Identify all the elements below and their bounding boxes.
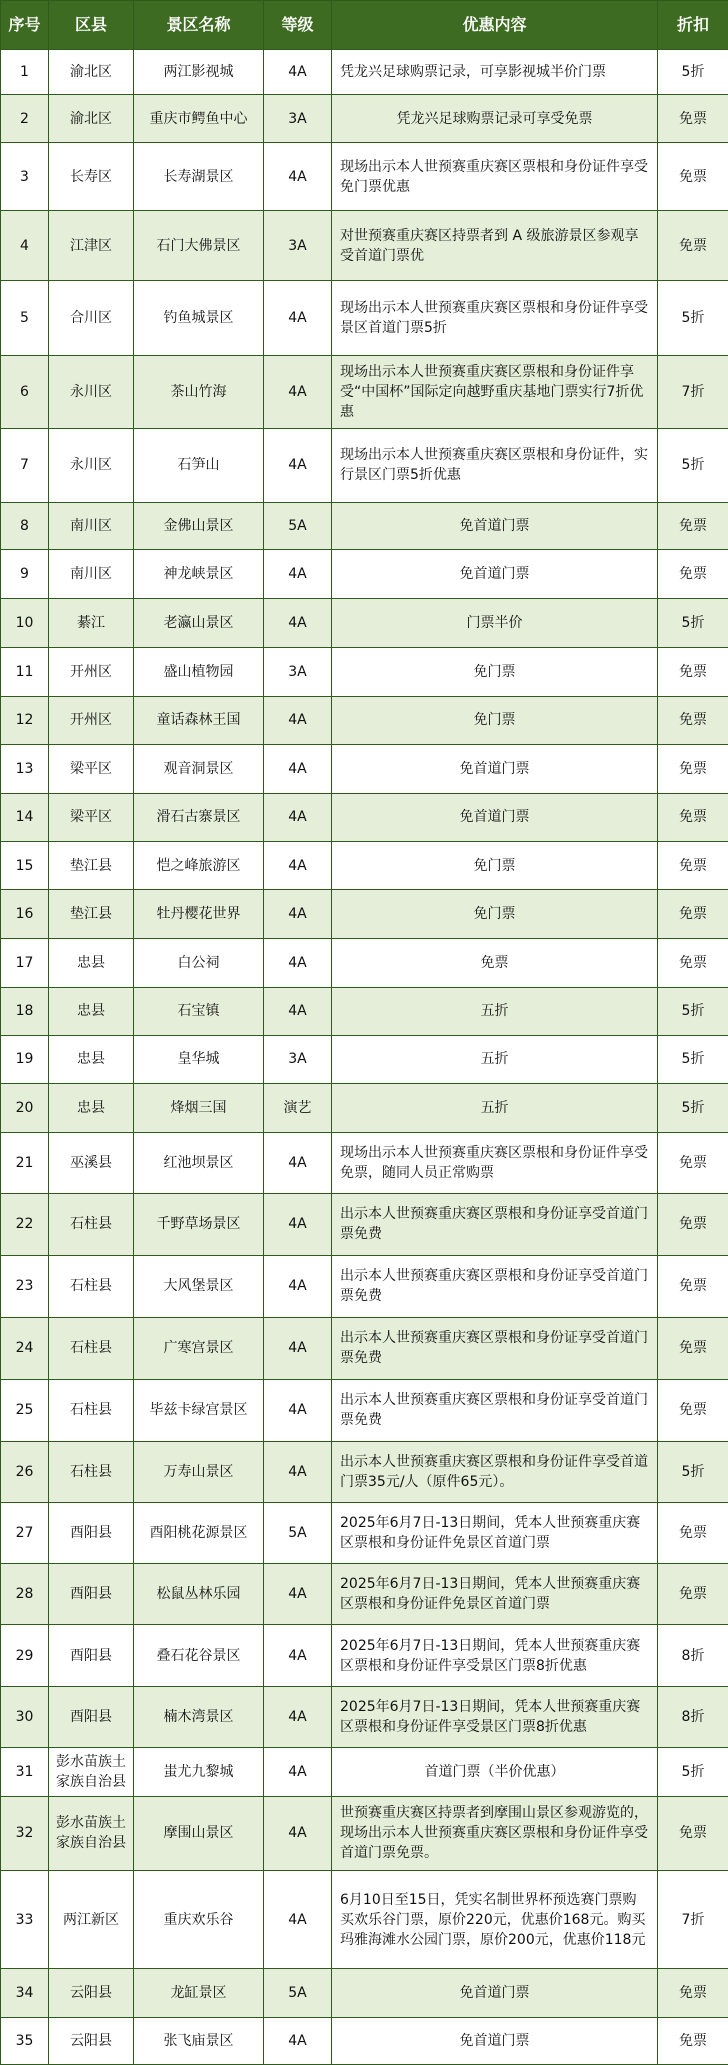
cell-scenic-spot: 红池坝景区 (134, 1132, 264, 1193)
cell-scenic-spot: 石笋山 (134, 428, 264, 502)
cell-scenic-spot: 毕兹卡绿宫景区 (134, 1379, 264, 1441)
cell-discount: 5折 (658, 281, 728, 355)
cell-discount: 5折 (658, 1748, 728, 1797)
table-row (1, 355, 728, 428)
cell-district: 永川区 (49, 355, 134, 428)
cell-offer: 五折 (332, 1035, 658, 1084)
cell-index: 2 (1, 94, 49, 143)
table-row (1, 745, 728, 794)
cell-index: 22 (1, 1193, 49, 1255)
table-row (1, 1748, 728, 1797)
cell-district: 彭水苗族土家族自治县 (49, 1796, 134, 1870)
table-row (1, 1132, 728, 1193)
cell-discount: 免票 (658, 2018, 728, 2065)
table-row (1, 939, 728, 988)
cell-level: 4A (264, 2018, 332, 2065)
cell-offer: 免票 (332, 939, 658, 988)
table-row (1, 890, 728, 939)
cell-district: 綦江 (49, 599, 134, 648)
cell-level: 4A (264, 50, 332, 95)
cell-level: 3A (264, 1035, 332, 1084)
cell-index: 19 (1, 1035, 49, 1084)
cell-discount: 免票 (658, 745, 728, 794)
table-row (1, 1193, 728, 1255)
cell-index: 24 (1, 1317, 49, 1379)
table-row (1, 502, 728, 550)
cell-discount: 免票 (658, 1379, 728, 1441)
cell-index: 30 (1, 1687, 49, 1748)
cell-offer: 凭龙兴足球购票记录可享受免票 (332, 94, 658, 143)
header-index: 序号 (1, 1, 49, 50)
cell-district: 石柱县 (49, 1255, 134, 1317)
cell-district: 渝北区 (49, 50, 134, 95)
cell-offer: 6月10日至15日，凭实名制世界杯预选赛门票购买欢乐谷门票，原价220元，优惠价168元。购买玛雅海滩水公园门票，原价200元，优惠价118元 (332, 1870, 658, 1968)
cell-index: 6 (1, 355, 49, 428)
cell-discount: 5折 (658, 428, 728, 502)
cell-offer: 五折 (332, 1084, 658, 1133)
header-offer: 优惠内容 (332, 1, 658, 50)
cell-index: 31 (1, 1748, 49, 1797)
table-row (1, 94, 728, 143)
cell-scenic-spot: 重庆欢乐谷 (134, 1870, 264, 1968)
cell-discount: 5折 (658, 1035, 728, 1084)
cell-district: 南川区 (49, 502, 134, 550)
cell-level: 4A (264, 1317, 332, 1379)
cell-scenic-spot: 龙缸景区 (134, 1969, 264, 2018)
cell-district: 长寿区 (49, 143, 134, 211)
cell-level: 4A (264, 1687, 332, 1748)
cell-level: 4A (264, 1870, 332, 1968)
cell-index: 28 (1, 1564, 49, 1625)
cell-scenic-spot: 石宝镇 (134, 987, 264, 1035)
cell-offer: 对世预赛重庆赛区持票者到 A 级旅游景区参观享受首道门票优 (332, 211, 658, 281)
cell-offer: 免首道门票 (332, 1969, 658, 2018)
cell-discount: 免票 (658, 1317, 728, 1379)
cell-level: 4A (264, 1132, 332, 1193)
cell-scenic-spot: 牡丹樱花世界 (134, 890, 264, 939)
cell-level: 4A (264, 550, 332, 599)
cell-district: 垫江县 (49, 841, 134, 890)
cell-offer: 现场出示本人世预赛重庆赛区票根和身份证件，实行景区门票5折优惠 (332, 428, 658, 502)
cell-district: 梁平区 (49, 793, 134, 841)
cell-discount: 8折 (658, 1687, 728, 1748)
cell-level: 4A (264, 1564, 332, 1625)
cell-scenic-spot: 金佛山景区 (134, 502, 264, 550)
cell-level: 4A (264, 793, 332, 841)
cell-offer: 世预赛重庆赛区持票者到摩围山景区参观游览的，现场出示本人世预赛重庆赛区票根和身份证件享受首道门票免票。 (332, 1796, 658, 1870)
cell-discount: 5折 (658, 50, 728, 95)
table-row (1, 841, 728, 890)
cell-scenic-spot: 茶山竹海 (134, 355, 264, 428)
table-row (1, 143, 728, 211)
table-row (1, 2018, 728, 2065)
cell-offer: 2025年6月7日-13日期间，凭本人世预赛重庆赛区票根和身份证件免景区首道门票 (332, 1503, 658, 1564)
cell-scenic-spot: 叠石花谷景区 (134, 1625, 264, 1687)
header-level: 等级 (264, 1, 332, 50)
cell-offer: 免首道门票 (332, 2018, 658, 2065)
cell-scenic-spot: 摩围山景区 (134, 1796, 264, 1870)
cell-level: 4A (264, 939, 332, 988)
cell-index: 18 (1, 987, 49, 1035)
cell-offer: 2025年6月7日-13日期间，凭本人世预赛重庆赛区票根和身份证件免景区首道门票 (332, 1564, 658, 1625)
cell-offer: 2025年6月7日-13日期间，凭本人世预赛重庆赛区票根和身份证件享受景区门票8折优惠 (332, 1687, 658, 1748)
cell-scenic-spot: 长寿湖景区 (134, 143, 264, 211)
cell-level: 4A (264, 1625, 332, 1687)
cell-offer: 出示本人世预赛重庆赛区票根和身份证享受首道门票免费 (332, 1317, 658, 1379)
cell-district: 石柱县 (49, 1379, 134, 1441)
cell-district: 巫溪县 (49, 1132, 134, 1193)
table-row (1, 793, 728, 841)
table-row (1, 1796, 728, 1870)
table-row (1, 1564, 728, 1625)
cell-offer: 凭龙兴足球购票记录，可享影视城半价门票 (332, 50, 658, 95)
cell-offer: 免首道门票 (332, 793, 658, 841)
cell-district: 酉阳县 (49, 1625, 134, 1687)
table-row (1, 599, 728, 648)
cell-discount: 免票 (658, 841, 728, 890)
cell-level: 4A (264, 143, 332, 211)
cell-level: 3A (264, 211, 332, 281)
table-row (1, 50, 728, 95)
cell-district: 开州区 (49, 647, 134, 696)
cell-scenic-spot: 观音洞景区 (134, 745, 264, 794)
cell-discount: 免票 (658, 696, 728, 745)
cell-discount: 免票 (658, 1193, 728, 1255)
cell-discount: 免票 (658, 550, 728, 599)
cell-district: 两江新区 (49, 1870, 134, 1968)
cell-index: 33 (1, 1870, 49, 1968)
cell-offer: 首道门票（半价优惠） (332, 1748, 658, 1797)
table-row (1, 1969, 728, 2018)
header-discount: 折扣 (658, 1, 728, 50)
cell-district: 石柱县 (49, 1193, 134, 1255)
cell-offer: 免门票 (332, 696, 658, 745)
cell-scenic-spot: 重庆市鳄鱼中心 (134, 94, 264, 143)
cell-level: 5A (264, 1969, 332, 2018)
cell-offer: 出示本人世预赛重庆赛区票根和身份证件享受首道门票35元/人（原件65元）。 (332, 1441, 658, 1503)
cell-index: 4 (1, 211, 49, 281)
cell-discount: 5折 (658, 1441, 728, 1503)
cell-index: 1 (1, 50, 49, 95)
cell-level: 3A (264, 647, 332, 696)
table-row (1, 550, 728, 599)
cell-offer: 五折 (332, 987, 658, 1035)
cell-offer: 现场出示本人世预赛重庆赛区票根和身份证件享受“中国杯”国际定向越野重庆基地门票实行7折优惠 (332, 355, 658, 428)
table-row (1, 428, 728, 502)
header-district: 区县 (49, 1, 134, 50)
cell-district: 云阳县 (49, 1969, 134, 2018)
cell-scenic-spot: 千野草场景区 (134, 1193, 264, 1255)
cell-discount: 免票 (658, 939, 728, 988)
cell-level: 4A (264, 1748, 332, 1797)
cell-offer: 免门票 (332, 647, 658, 696)
cell-discount: 5折 (658, 1084, 728, 1133)
cell-scenic-spot: 万寿山景区 (134, 1441, 264, 1503)
cell-scenic-spot: 广寒宫景区 (134, 1317, 264, 1379)
cell-district: 永川区 (49, 428, 134, 502)
cell-index: 23 (1, 1255, 49, 1317)
cell-index: 26 (1, 1441, 49, 1503)
cell-offer: 出示本人世预赛重庆赛区票根和身份证享受首道门票免费 (332, 1193, 658, 1255)
cell-offer: 门票半价 (332, 599, 658, 648)
cell-level: 4A (264, 841, 332, 890)
table-row (1, 1687, 728, 1748)
cell-offer: 免首道门票 (332, 502, 658, 550)
cell-level: 4A (264, 281, 332, 355)
cell-scenic-spot: 滑石古寨景区 (134, 793, 264, 841)
cell-scenic-spot: 白公祠 (134, 939, 264, 988)
cell-district: 酉阳县 (49, 1687, 134, 1748)
cell-index: 34 (1, 1969, 49, 2018)
cell-discount: 5折 (658, 599, 728, 648)
cell-district: 南川区 (49, 550, 134, 599)
cell-index: 35 (1, 2018, 49, 2065)
cell-index: 7 (1, 428, 49, 502)
table-row (1, 987, 728, 1035)
cell-level: 4A (264, 1193, 332, 1255)
cell-offer: 出示本人世预赛重庆赛区票根和身份证享受首道门票免费 (332, 1255, 658, 1317)
table-row (1, 281, 728, 355)
cell-offer: 免首道门票 (332, 550, 658, 599)
cell-level: 4A (264, 355, 332, 428)
cell-index: 16 (1, 890, 49, 939)
cell-index: 21 (1, 1132, 49, 1193)
cell-index: 14 (1, 793, 49, 841)
cell-index: 27 (1, 1503, 49, 1564)
cell-level: 4A (264, 987, 332, 1035)
cell-district: 开州区 (49, 696, 134, 745)
cell-level: 3A (264, 94, 332, 143)
cell-scenic-spot: 盛山植物园 (134, 647, 264, 696)
cell-district: 垫江县 (49, 890, 134, 939)
cell-discount: 免票 (658, 1132, 728, 1193)
cell-district: 合川区 (49, 281, 134, 355)
table-row (1, 1084, 728, 1133)
cell-offer: 2025年6月7日-13日期间，凭本人世预赛重庆赛区票根和身份证件享受景区门票8折优惠 (332, 1625, 658, 1687)
cell-district: 忠县 (49, 939, 134, 988)
cell-discount: 7折 (658, 355, 728, 428)
cell-district: 江津区 (49, 211, 134, 281)
table-row (1, 1035, 728, 1084)
header-scenic-spot: 景区名称 (134, 1, 264, 50)
cell-discount: 免票 (658, 1796, 728, 1870)
cell-index: 5 (1, 281, 49, 355)
cell-offer: 现场出示本人世预赛重庆赛区票根和身份证件享受景区首道门票5折 (332, 281, 658, 355)
cell-district: 石柱县 (49, 1317, 134, 1379)
cell-level: 4A (264, 428, 332, 502)
cell-district: 云阳县 (49, 2018, 134, 2065)
cell-scenic-spot: 楠木湾景区 (134, 1687, 264, 1748)
cell-scenic-spot: 皇华城 (134, 1035, 264, 1084)
cell-level: 4A (264, 696, 332, 745)
cell-level: 4A (264, 890, 332, 939)
cell-index: 25 (1, 1379, 49, 1441)
cell-offer: 免门票 (332, 890, 658, 939)
cell-district: 渝北区 (49, 94, 134, 143)
cell-offer: 免门票 (332, 841, 658, 890)
cell-offer: 现场出示本人世预赛重庆赛区票根和身份证件享受免票，随同人员正常购票 (332, 1132, 658, 1193)
cell-scenic-spot: 烽烟三国 (134, 1084, 264, 1133)
cell-scenic-spot: 大风堡景区 (134, 1255, 264, 1317)
cell-index: 9 (1, 550, 49, 599)
cell-index: 15 (1, 841, 49, 890)
cell-discount: 免票 (658, 1255, 728, 1317)
cell-index: 32 (1, 1796, 49, 1870)
table-header-row (1, 1, 728, 50)
cell-index: 3 (1, 143, 49, 211)
cell-offer: 出示本人世预赛重庆赛区票根和身份证享受首道门票免费 (332, 1379, 658, 1441)
cell-level: 4A (264, 1379, 332, 1441)
table-row (1, 1317, 728, 1379)
cell-district: 酉阳县 (49, 1503, 134, 1564)
cell-offer: 免首道门票 (332, 745, 658, 794)
cell-scenic-spot: 张飞庙景区 (134, 2018, 264, 2065)
cell-district: 忠县 (49, 1035, 134, 1084)
table-row (1, 1625, 728, 1687)
cell-level: 5A (264, 502, 332, 550)
cell-level: 演艺 (264, 1084, 332, 1133)
table-row (1, 696, 728, 745)
cell-discount: 7折 (658, 1870, 728, 1968)
cell-discount: 8折 (658, 1625, 728, 1687)
table-row (1, 647, 728, 696)
cell-scenic-spot: 钓鱼城景区 (134, 281, 264, 355)
cell-scenic-spot: 石门大佛景区 (134, 211, 264, 281)
cell-index: 17 (1, 939, 49, 988)
cell-discount: 免票 (658, 502, 728, 550)
cell-level: 4A (264, 1255, 332, 1317)
cell-index: 12 (1, 696, 49, 745)
cell-scenic-spot: 老瀛山景区 (134, 599, 264, 648)
cell-discount: 免票 (658, 890, 728, 939)
cell-level: 4A (264, 1796, 332, 1870)
cell-district: 忠县 (49, 987, 134, 1035)
table-row (1, 1379, 728, 1441)
cell-index: 13 (1, 745, 49, 794)
cell-district: 彭水苗族土家族自治县 (49, 1748, 134, 1797)
cell-scenic-spot: 两江影视城 (134, 50, 264, 95)
cell-discount: 免票 (658, 143, 728, 211)
cell-scenic-spot: 神龙峡景区 (134, 550, 264, 599)
cell-scenic-spot: 酉阳桃花源景区 (134, 1503, 264, 1564)
cell-discount: 免票 (658, 1503, 728, 1564)
cell-index: 10 (1, 599, 49, 648)
cell-level: 5A (264, 1503, 332, 1564)
cell-district: 忠县 (49, 1084, 134, 1133)
cell-discount: 免票 (658, 793, 728, 841)
cell-district: 酉阳县 (49, 1564, 134, 1625)
cell-discount: 免票 (658, 647, 728, 696)
cell-scenic-spot: 童话森林王国 (134, 696, 264, 745)
cell-discount: 5折 (658, 987, 728, 1035)
cell-index: 20 (1, 1084, 49, 1133)
cell-scenic-spot: 蚩尤九黎城 (134, 1748, 264, 1797)
cell-discount: 免票 (658, 211, 728, 281)
cell-offer: 现场出示本人世预赛重庆赛区票根和身份证件享受免门票优惠 (332, 143, 658, 211)
cell-index: 11 (1, 647, 49, 696)
cell-index: 29 (1, 1625, 49, 1687)
cell-index: 8 (1, 502, 49, 550)
cell-district: 梁平区 (49, 745, 134, 794)
table-row (1, 1503, 728, 1564)
table-row (1, 1870, 728, 1968)
cell-level: 4A (264, 599, 332, 648)
table-row (1, 1255, 728, 1317)
cell-discount: 免票 (658, 94, 728, 143)
table-body (1, 50, 728, 2065)
cell-discount: 免票 (658, 1969, 728, 2018)
cell-scenic-spot: 松鼠丛林乐园 (134, 1564, 264, 1625)
cell-discount: 免票 (658, 1564, 728, 1625)
cell-level: 4A (264, 745, 332, 794)
cell-level: 4A (264, 1441, 332, 1503)
cell-district: 石柱县 (49, 1441, 134, 1503)
cell-scenic-spot: 恺之峰旅游区 (134, 841, 264, 890)
table-row (1, 1441, 728, 1503)
table-row (1, 211, 728, 281)
